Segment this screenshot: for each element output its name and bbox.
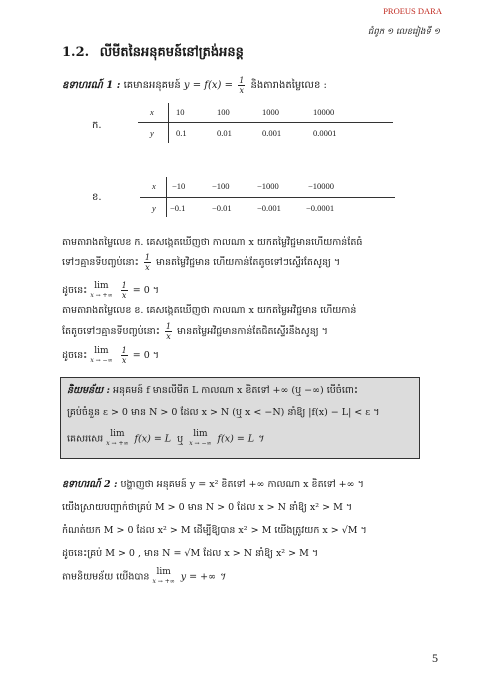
table-a-cell: 0.001 [262, 128, 282, 138]
paragraph-a-line1: តាមតារាងតម្លៃលេខ ក. គេសង្កេតឃើញថា កាលណា x យកតម្លៃវិជ្ជមានហើយកាន់តែធំ [62, 237, 363, 248]
example2-line2: យើងស្រាយបញ្ជាក់ថាគ្រប់ M > 0 មាន N > 0 ដែល x > N នាំឱ្យ x² > M ។ [62, 502, 353, 513]
example1-fraction: $\frac{1}{x}$ [239, 76, 245, 95]
table-b-label: ខ. [92, 192, 102, 203]
definition-line3: គេសរសេរ lim x → +∞ f(x) = L ឬ lim x → −∞ f(x) = L ។ [67, 429, 264, 447]
chapter-header: ជំពូក ១ លេខរៀងទី ១ [367, 27, 440, 37]
table-a-cell: 0.1 [176, 128, 187, 138]
table-a-cell: 10 [176, 107, 185, 117]
table-b-cell: −1000 [257, 181, 279, 191]
table-b-cell: −10 [172, 181, 186, 191]
example1-heading [62, 76, 327, 95]
table-a-cell: 0.01 [217, 128, 232, 138]
section-number: 1.2. [62, 45, 90, 60]
table-b-vrule [166, 177, 167, 217]
table-b-cell: −10000 [308, 181, 335, 191]
conclusion-a: ដូចនេះ lim x → +∞ $\frac{1}{x}$ = 0 ។ [62, 280, 160, 300]
table-a-cell: 100 [217, 107, 230, 117]
table-a-cell: 1000 [262, 107, 279, 117]
table-b-cell: −100 [212, 181, 230, 191]
page-number: 5 [432, 651, 438, 665]
table-a-hrule [138, 122, 393, 123]
table-b-cell: −0.0001 [306, 203, 335, 213]
table-b-cell: −0.01 [212, 203, 232, 213]
conclusion-b: ដូចនេះ lim x → −∞ $\frac{1}{x}$ = 0 ។ [62, 345, 160, 365]
table-a-cell: 0.0001 [313, 128, 337, 138]
example1-func: y = f(x) = [183, 80, 233, 91]
table-a-y-head: y [150, 128, 154, 138]
table-b-cell: −0.001 [257, 203, 281, 213]
example1-label: ឧទាហរណ៍ 1 : [62, 80, 121, 91]
brand-label: PROEUS DARA [383, 6, 442, 16]
table-a-x-head: x [150, 107, 154, 117]
table-a-cell: 10000 [313, 107, 335, 117]
example1-tail: និងតារាងតម្លៃលេខ : [250, 80, 327, 91]
table-a-label: ក. [92, 120, 102, 131]
example2-line5: តាមនិយមន័យ យើងបាន lim x → +∞ y = +∞ ។ [62, 567, 226, 585]
section-title: លីមីតនៃអនុគមន៍នៅត្រង់អនន្ត [99, 45, 244, 60]
table-b-hrule [140, 197, 395, 198]
table-b-y-head: y [152, 203, 156, 213]
paragraph-b-line1: តាមតារាងតម្លៃលេខ ខ. គេសង្កេតឃើញថា កាលណា x យកតម្លៃអវិជ្ជមាន ហើយកាន់ [62, 305, 357, 316]
example1-text: គេមានអនុគមន៍ [123, 80, 181, 91]
definition-line2: គ្រប់ចំនួន ε > 0 មាន N > 0 ដែល x > N (ឬ x < −N) នាំឱ្យ |f(x) − L| < ε ។ [67, 407, 380, 418]
table-b-cell: −0.1 [170, 203, 186, 213]
example2-line3: កំណត់យក M > 0 ដែល x² > M ដើម្បីឱ្យបាន x² > M យើងត្រូវយក x > √M ។ [62, 525, 367, 536]
table-a-vrule [168, 103, 169, 143]
table-b-x-head: x [152, 181, 156, 191]
paragraph-a-line2: ទៅៗគ្មានទីបញ្ចប់នោះ $\frac{1}{x}$ មានតម្លៃវិជ្ជមាន ហើយកាន់តែតូចទៅៗស្ទើរតែសូន្យ ។ [62, 253, 341, 272]
definition-line1: និយមន័យ : អនុគមន៍ f មានលីមីត L កាលណា x ខិតទៅ +∞ (ឬ −∞) បើចំពោះ [67, 385, 359, 396]
definition-box [60, 377, 420, 459]
section-heading [62, 44, 244, 63]
paragraph-b-line2: តែតូចទៅៗគ្មានទីបញ្ចប់នោះ $\frac{1}{x}$ មានតម្លៃអវិជ្ជមានកាន់តែជិតស្ទើរនឹងសូន្យ ។ [62, 322, 328, 341]
example2-line1: ឧទាហរណ៍ 2 : បង្ហាញថា អនុគមន៍ y = x² ខិតទៅ +∞ កាលណា x ខិតទៅ +∞ ។ [62, 479, 364, 490]
example2-line4: ដូចនេះគ្រប់ M > 0 , មាន N = √M ដែល x > N នាំឱ្យ x² > M ។ [62, 548, 319, 559]
